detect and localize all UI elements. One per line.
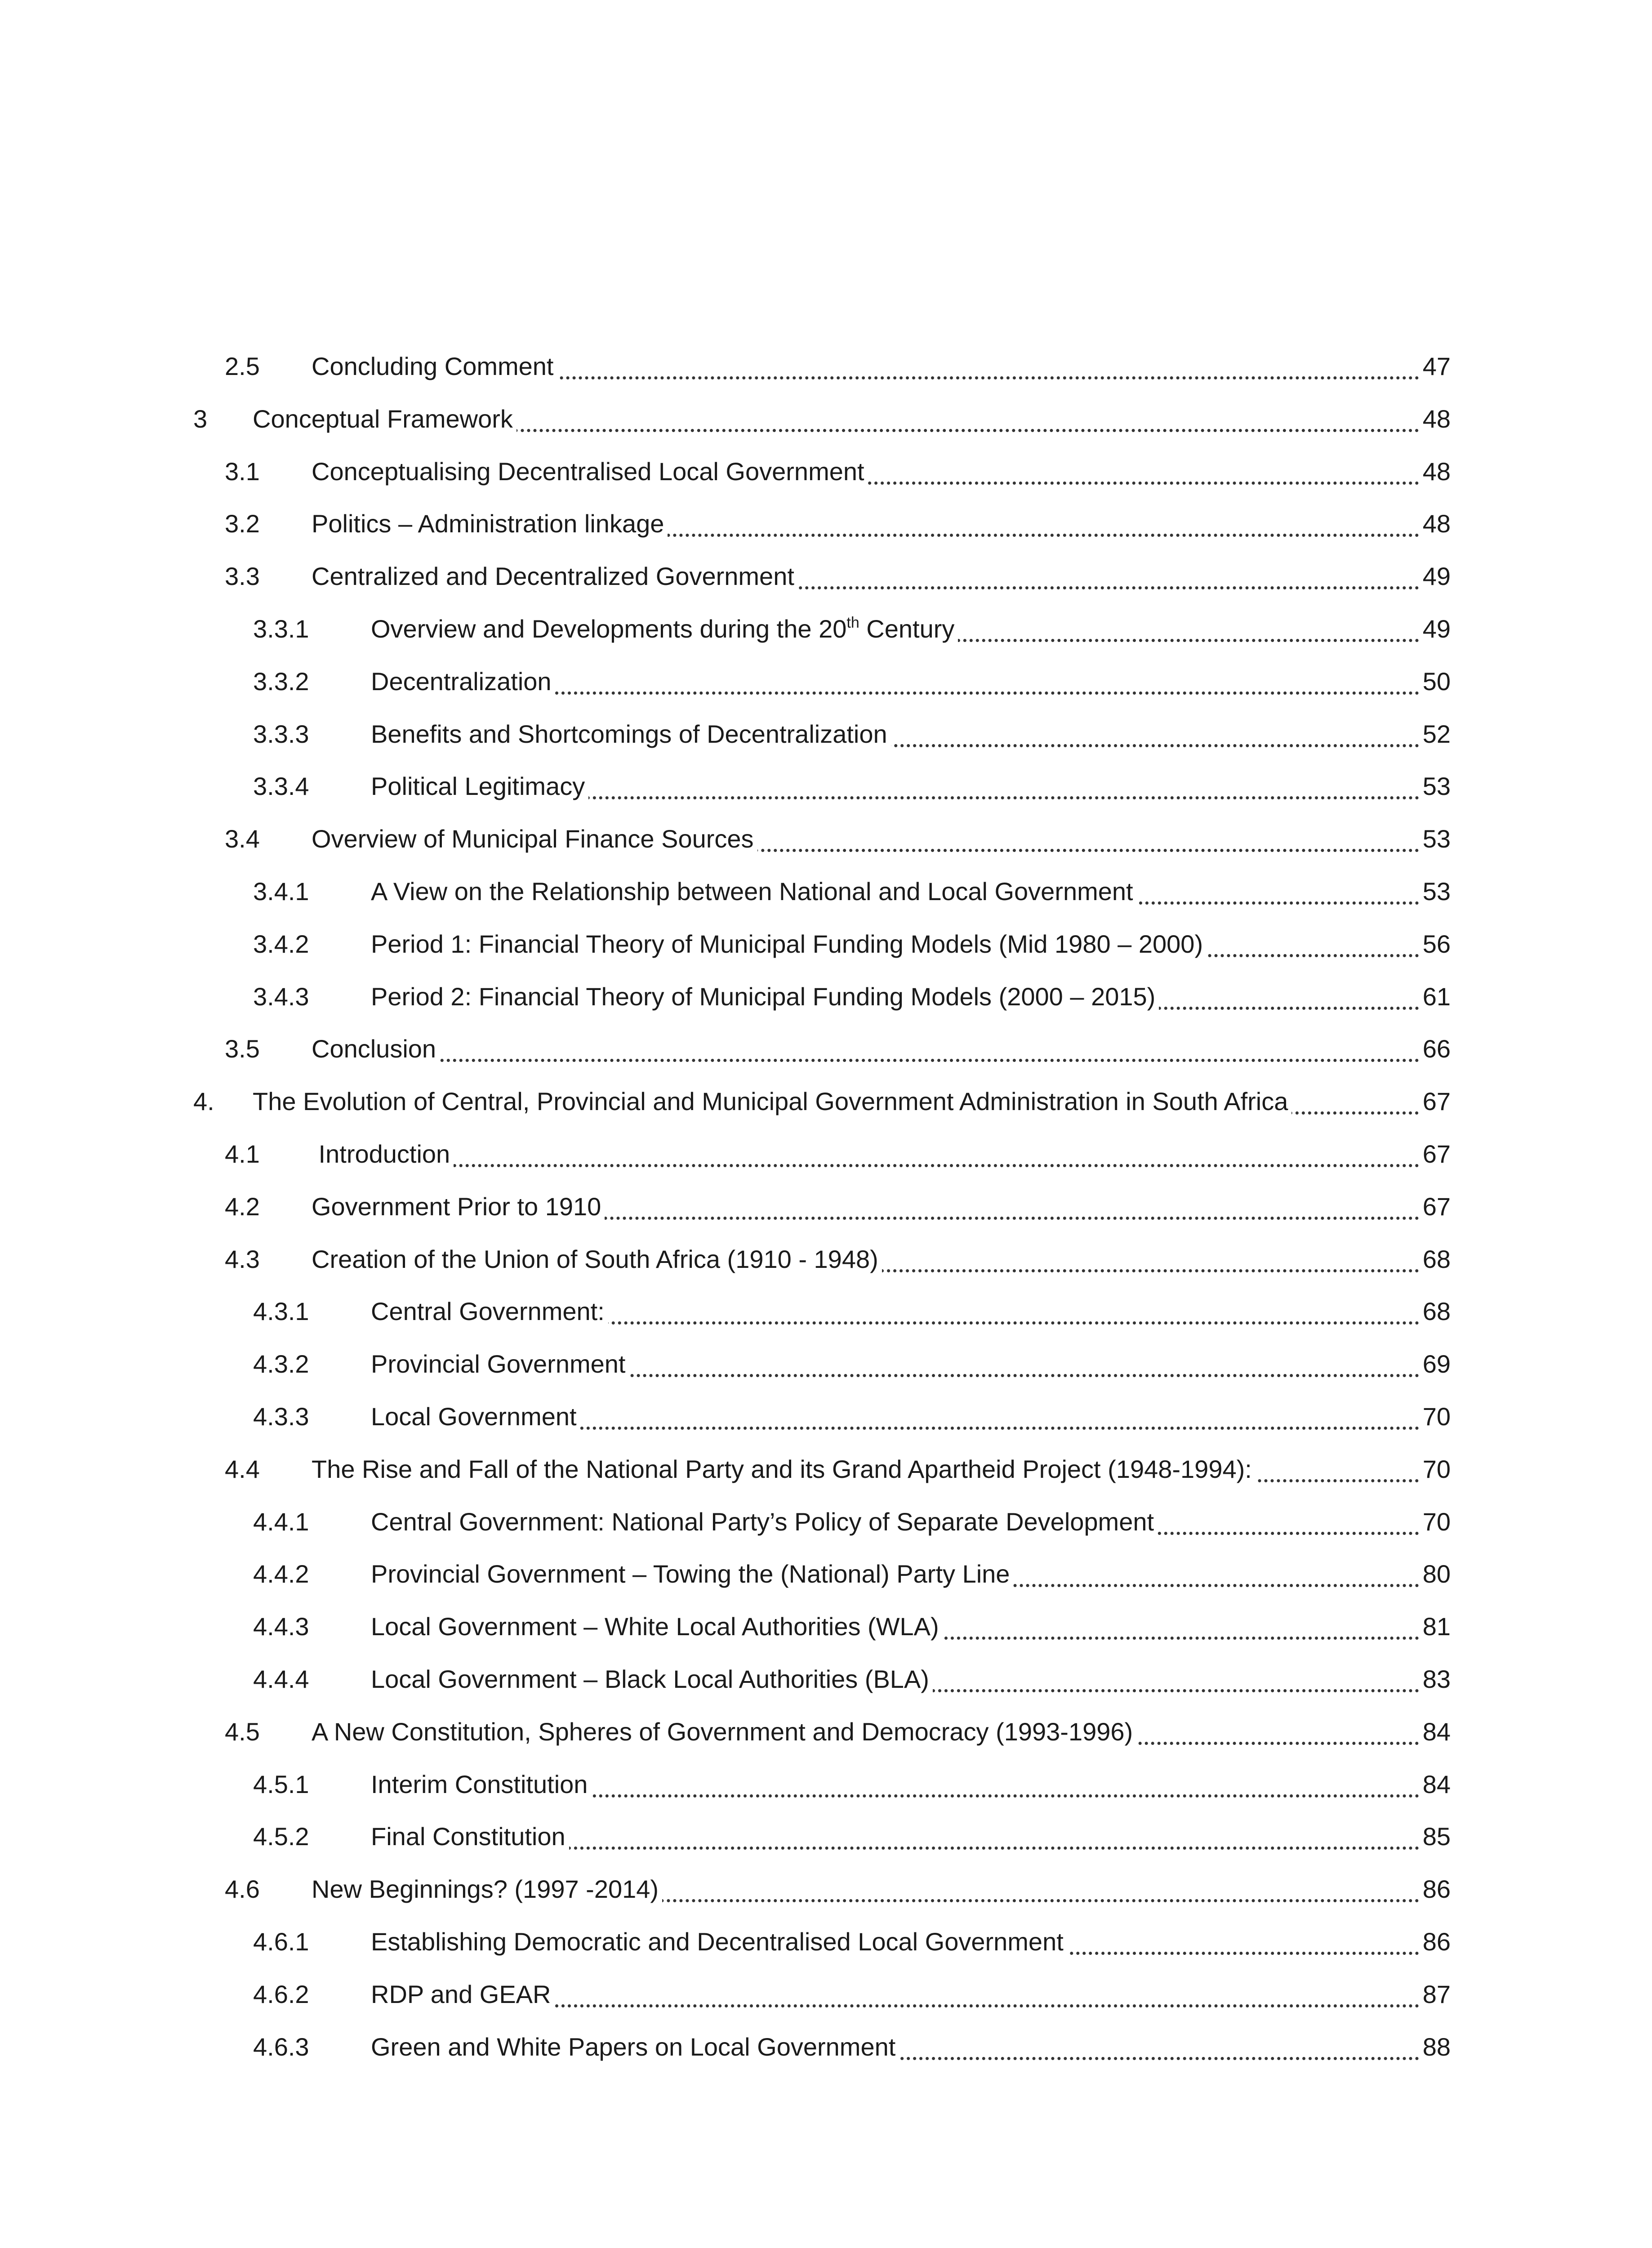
toc-entry-title-text: Establishing Democratic and Decentralised Local Government xyxy=(371,1927,1064,1956)
toc-entry-title xyxy=(371,1499,1158,1544)
toc-page-number: 56 xyxy=(1419,922,1451,967)
toc-entry-title-text: RDP and GEAR xyxy=(371,1980,551,2008)
toc-entry-number: 4.4.2 xyxy=(253,1560,309,1588)
toc-entry-number: 4.5.2 xyxy=(253,1822,309,1851)
toc-entry[interactable] xyxy=(0,397,1652,442)
toc-entry[interactable] xyxy=(0,816,1652,861)
toc-entry-title xyxy=(371,1814,569,1859)
toc-entry-number: 4. xyxy=(193,1087,214,1116)
toc-entry[interactable] xyxy=(0,869,1652,914)
toc-page-number: 69 xyxy=(1419,1342,1451,1387)
toc-page-number: 86 xyxy=(1419,1919,1451,1964)
toc-entry-number: 3.3.2 xyxy=(253,667,309,696)
toc-entry[interactable] xyxy=(0,1079,1652,1124)
toc-entry-title-text: Provincial Government – Towing the (National) Party Line xyxy=(371,1560,1010,1588)
toc-entry[interactable] xyxy=(0,344,1652,389)
toc-entry-title-text: The Rise and Fall of the National Party and its Grand Apartheid Project (1948-1994): xyxy=(312,1454,1252,1483)
toc-page-number: 87 xyxy=(1419,1972,1451,2017)
toc-entry[interactable] xyxy=(0,712,1652,757)
toc-entry-title-text: Local Government – Black Local Authorities (BLA) xyxy=(371,1665,929,1693)
toc-entry-title xyxy=(371,764,588,809)
toc-entry-title xyxy=(371,922,1207,967)
toc-page-number: 50 xyxy=(1419,659,1451,704)
toc-page-number: 53 xyxy=(1419,816,1451,861)
toc-entry[interactable] xyxy=(0,1919,1652,1964)
toc-entry-title xyxy=(371,1342,629,1387)
toc-entry-title-text: Conceptualising Decentralised Local Government xyxy=(312,457,864,486)
toc-entry-number: 4.6.2 xyxy=(253,1980,309,2008)
toc-entry-title xyxy=(312,1447,1256,1492)
toc-page-number: 49 xyxy=(1419,607,1451,651)
toc-entry-title-text: Central Government: xyxy=(371,1297,605,1326)
toc-entry-number: 2.5 xyxy=(225,352,260,380)
toc-entry[interactable] xyxy=(0,659,1652,704)
toc-page-number: 70 xyxy=(1419,1394,1451,1439)
toc-entry[interactable] xyxy=(0,922,1652,967)
toc-entry-title xyxy=(312,816,757,861)
toc-page-number: 86 xyxy=(1419,1867,1451,1912)
toc-entry-title xyxy=(371,1552,1013,1597)
toc-entry-number: 3.5 xyxy=(225,1035,260,1063)
toc-entry-title xyxy=(253,1079,1291,1124)
toc-entry-title-text: A View on the Relationship between National and Local Government xyxy=(371,877,1133,905)
toc-entry-title-text: Introduction xyxy=(312,1140,450,1168)
toc-page-number: 70 xyxy=(1419,1499,1451,1544)
toc-entry-title xyxy=(371,1972,554,2017)
toc-page-number: 66 xyxy=(1419,1026,1451,1071)
toc-page-number: 88 xyxy=(1419,2025,1451,2070)
toc-entry[interactable] xyxy=(0,1289,1652,1334)
toc-entry-number: 3.1 xyxy=(225,457,260,486)
toc-entry-number: 3.4.3 xyxy=(253,982,309,1011)
toc-entry[interactable] xyxy=(0,1709,1652,1754)
toc-entry-title xyxy=(312,344,557,389)
toc-entry-title-text: Conceptual Framework xyxy=(253,404,513,433)
toc-entry-title-text: Decentralization xyxy=(371,667,552,696)
toc-entry-title xyxy=(371,712,891,757)
toc-entry-title xyxy=(371,1604,943,1649)
toc-entry[interactable] xyxy=(0,1184,1652,1229)
toc-page-number: 84 xyxy=(1419,1762,1451,1807)
toc-entry-number: 3.2 xyxy=(225,509,260,538)
toc-entry-title xyxy=(312,449,868,494)
toc-entry-title-text: New Beginnings? (1997 -2014) xyxy=(312,1875,659,1904)
toc-entry[interactable] xyxy=(0,1657,1652,1702)
toc-entry-title xyxy=(371,1394,580,1439)
toc-entry-title xyxy=(312,1184,605,1229)
toc-page-number: 53 xyxy=(1419,869,1451,914)
toc-entry-title-text: Centralized and Decentralized Government xyxy=(312,562,794,591)
toc-page-number: 81 xyxy=(1419,1604,1451,1649)
toc-entry-number: 3.4.1 xyxy=(253,877,309,905)
toc-entry[interactable] xyxy=(0,1132,1652,1177)
toc-entry-title xyxy=(371,1762,591,1807)
toc-page-number: 48 xyxy=(1419,397,1451,442)
toc-page-number: 70 xyxy=(1419,1447,1451,1492)
toc-entry-number: 4.6.3 xyxy=(253,2032,309,2061)
toc-entry-number: 4.4.1 xyxy=(253,1507,309,1536)
toc-entry-number: 4.1 xyxy=(225,1140,260,1168)
toc-entry[interactable] xyxy=(0,607,1652,651)
toc-page-number: 67 xyxy=(1419,1184,1451,1229)
toc-entry-title xyxy=(371,974,1159,1019)
toc-entry[interactable] xyxy=(0,1447,1652,1492)
toc-entry[interactable] xyxy=(0,974,1652,1019)
toc-entry-title-text: Political Legitimacy xyxy=(371,772,585,801)
toc-entry-title-text: Final Constitution xyxy=(371,1822,566,1851)
toc-entry-number: 4.3 xyxy=(225,1244,260,1273)
toc-entry-title xyxy=(312,1237,882,1282)
toc-page-number: 61 xyxy=(1419,974,1451,1019)
toc-entry-title xyxy=(312,1867,662,1912)
toc-entry-title-text: Period 1: Financial Theory of Municipal Funding Models (Mid 1980 – 2000) xyxy=(371,929,1203,958)
toc-entry-number: 4.4.3 xyxy=(253,1612,309,1641)
toc-entry-title-text: Government Prior to 1910 xyxy=(312,1192,601,1221)
toc-entry-title xyxy=(371,1657,933,1702)
toc-entry-title-text: Overview and Developments during the 20 xyxy=(371,615,847,643)
toc-entry[interactable] xyxy=(0,764,1652,809)
toc-dot-leader xyxy=(315,1164,1451,1167)
toc-page-number: 83 xyxy=(1419,1657,1451,1702)
toc-entry[interactable] xyxy=(0,1814,1652,1859)
toc-entry-number: 3.4 xyxy=(225,825,260,853)
toc-entry[interactable] xyxy=(0,1026,1652,1071)
toc-entry-title-text: Provincial Government xyxy=(371,1350,626,1378)
toc-entry[interactable] xyxy=(0,2025,1652,2070)
toc-entry-number: 3.3 xyxy=(225,562,260,591)
toc-entry[interactable] xyxy=(0,554,1652,599)
toc-entry[interactable] xyxy=(0,1604,1652,1649)
toc-entry-title-text: Concluding Comment xyxy=(312,352,554,380)
toc-entry-title xyxy=(312,501,668,546)
toc-entry-title xyxy=(371,869,1137,914)
toc-entry[interactable] xyxy=(0,1762,1652,1807)
toc-entry[interactable] xyxy=(0,1972,1652,2017)
toc-entry-title-text: Benefits and Shortcomings of Decentralization xyxy=(371,719,887,748)
toc-page-number: 67 xyxy=(1419,1079,1451,1124)
toc-entry-title-text: The Evolution of Central, Provincial and Municipal Government Administration in South Africa xyxy=(253,1087,1288,1116)
toc-entry-title-text: Local Government – White Local Authorities (WLA) xyxy=(371,1612,939,1641)
toc-entry-title-text: Interim Constitution xyxy=(371,1770,588,1798)
toc-entry-title-text: Local Government xyxy=(371,1402,577,1431)
toc-entry-title-text: Politics – Administration linkage xyxy=(312,509,664,538)
toc-page-number: 47 xyxy=(1419,344,1451,389)
toc-entry[interactable] xyxy=(0,1237,1652,1282)
toc-entry-number: 3.3.1 xyxy=(253,615,309,643)
toc-entry-number: 4.6 xyxy=(225,1875,260,1904)
toc-entry-title xyxy=(312,1709,1136,1754)
toc-entry-title-text: Overview of Municipal Finance Sources xyxy=(312,825,754,853)
toc-page-number: 52 xyxy=(1419,712,1451,757)
toc-entry[interactable] xyxy=(0,1499,1652,1544)
toc-entry-superscript: th xyxy=(846,614,859,631)
toc-page-number: 53 xyxy=(1419,764,1451,809)
toc-entry-title xyxy=(371,1919,1067,1964)
toc-entry-number: 3.3.4 xyxy=(253,772,309,801)
toc-entry-title xyxy=(312,554,798,599)
toc-entry-number: 3 xyxy=(193,404,208,433)
toc-entry-number: 4.5.1 xyxy=(253,1770,309,1798)
toc-page-number: 84 xyxy=(1419,1709,1451,1754)
toc-entry-title-text: Century xyxy=(859,615,955,643)
toc-entry-number: 3.3.3 xyxy=(253,719,309,748)
toc-page-number: 48 xyxy=(1419,501,1451,546)
toc-entry-number: 4.3.2 xyxy=(253,1350,309,1378)
toc-entry-title xyxy=(312,1026,440,1071)
toc-page-number: 49 xyxy=(1419,554,1451,599)
toc-entry[interactable] xyxy=(0,1552,1652,1597)
toc-entry-number: 4.4 xyxy=(225,1454,260,1483)
toc-entry[interactable] xyxy=(0,1394,1652,1439)
toc-entry-number: 4.4.4 xyxy=(253,1665,309,1693)
toc-entry-title-text: A New Constitution, Spheres of Government and Democracy (1993-1996) xyxy=(312,1717,1133,1746)
toc-entry-number: 4.6.1 xyxy=(253,1927,309,1956)
toc-entry-title-text: Period 2: Financial Theory of Municipal Funding Models (2000 – 2015) xyxy=(371,982,1156,1011)
toc-entry-number: 4.3.3 xyxy=(253,1402,309,1431)
toc-entry-title xyxy=(371,607,958,651)
toc-entry-title xyxy=(253,397,517,442)
toc-entry[interactable] xyxy=(0,1867,1652,1912)
toc-entry-title-text: Conclusion xyxy=(312,1035,436,1063)
toc-entry-title-text: Green and White Papers on Local Government xyxy=(371,2032,896,2061)
toc-entry-number: 3.4.2 xyxy=(253,929,309,958)
toc-entry-title-text: Creation of the Union of South Africa (1910 - 1948) xyxy=(312,1244,878,1273)
toc-entry-title xyxy=(371,659,555,704)
toc-page-number: 80 xyxy=(1419,1552,1451,1597)
toc-page-number: 68 xyxy=(1419,1237,1451,1282)
toc-entry-title-text: Central Government: National Party’s Policy of Separate Development xyxy=(371,1507,1154,1536)
toc-page-number: 68 xyxy=(1419,1289,1451,1334)
toc-page-number: 85 xyxy=(1419,1814,1451,1859)
toc-entry-title xyxy=(312,1132,454,1177)
toc-entry-title xyxy=(371,2025,899,2070)
toc-page-number: 48 xyxy=(1419,449,1451,494)
toc-entry-number: 4.5 xyxy=(225,1717,260,1746)
toc-page-number: 67 xyxy=(1419,1132,1451,1177)
toc-dot-leader xyxy=(315,1059,1451,1062)
toc-entry[interactable] xyxy=(0,501,1652,546)
toc-entry[interactable] xyxy=(0,449,1652,494)
toc-entry-number: 4.3.1 xyxy=(253,1297,309,1326)
toc-entry[interactable] xyxy=(0,1342,1652,1387)
toc-entry-number: 4.2 xyxy=(225,1192,260,1221)
toc-entry-title xyxy=(371,1289,608,1334)
